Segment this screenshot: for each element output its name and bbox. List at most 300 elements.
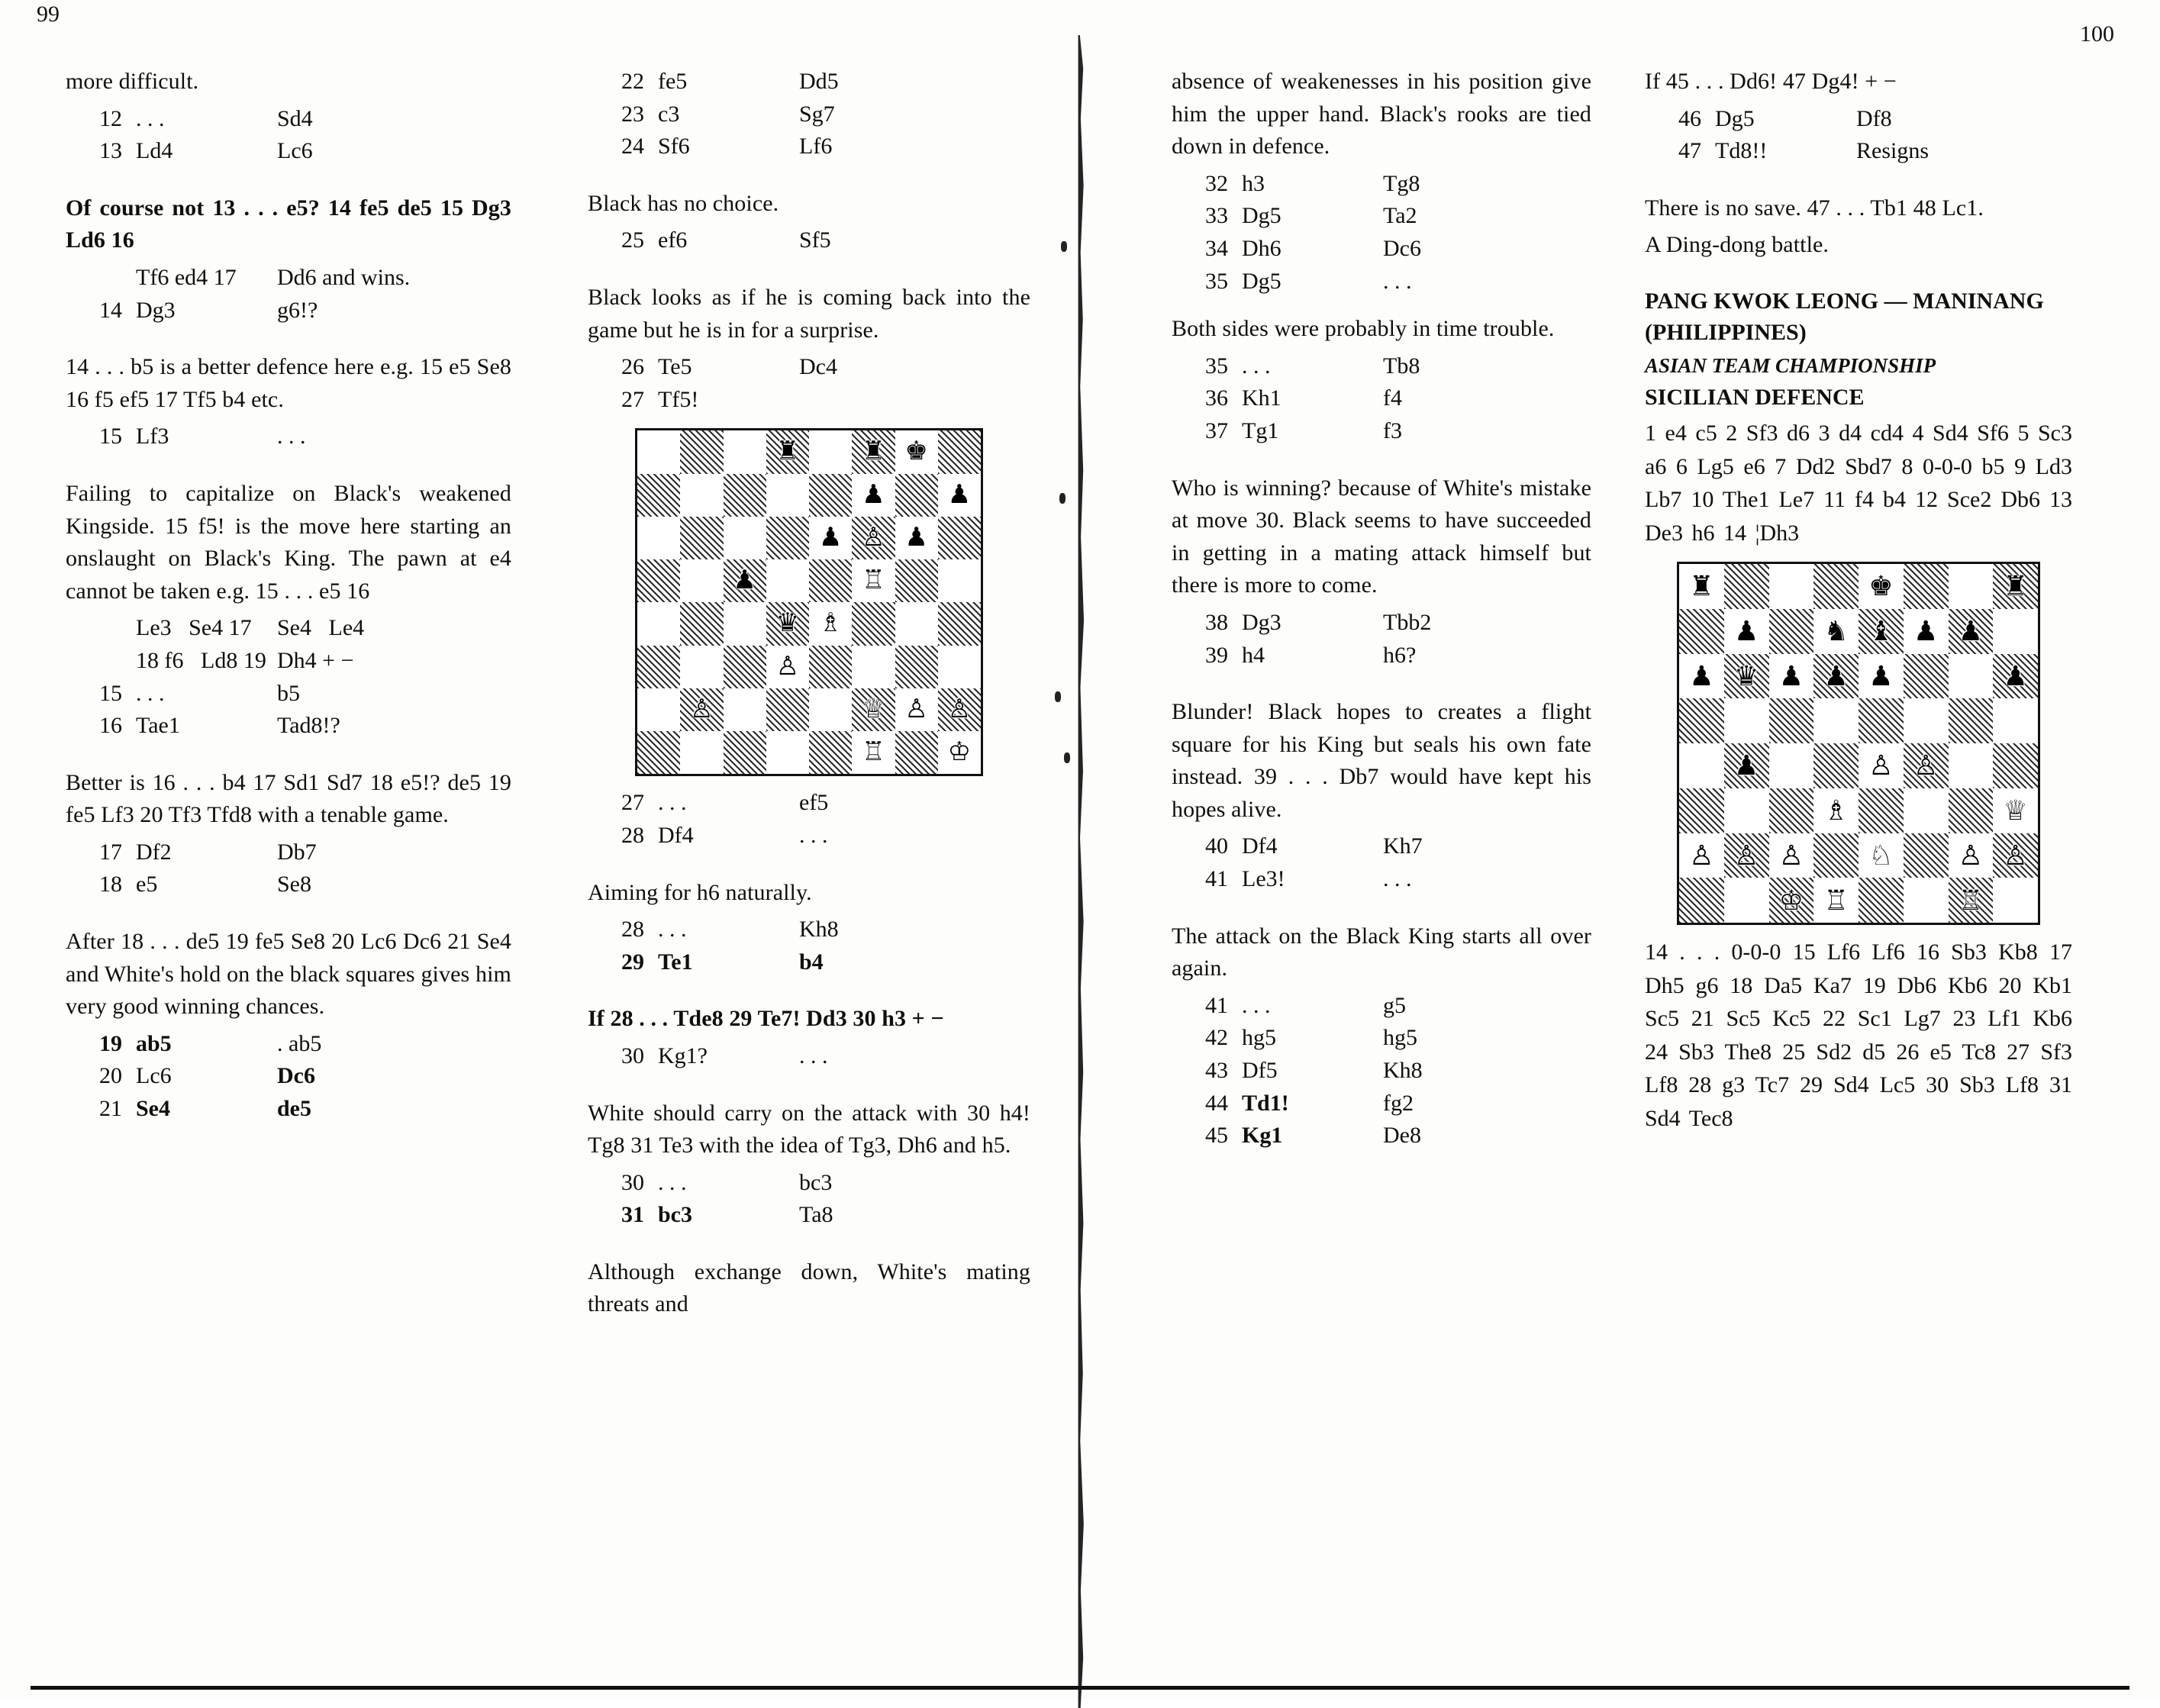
board-square xyxy=(1904,654,1949,699)
move-row xyxy=(588,384,1030,417)
board-square xyxy=(1813,654,1859,699)
move-row xyxy=(66,645,511,678)
move-number xyxy=(66,262,136,295)
white-move: Dg5 xyxy=(1715,105,1755,131)
board-square xyxy=(724,731,766,774)
chess-piece: ♖ xyxy=(862,566,885,595)
chess-piece: ♟ xyxy=(862,480,885,509)
move-number: 13 xyxy=(99,138,122,164)
board-square xyxy=(1769,654,1814,699)
board-square xyxy=(680,474,723,517)
white-move: Lf3 xyxy=(136,424,169,450)
board-square xyxy=(1859,609,1904,654)
white-move: hg5 xyxy=(1242,1025,1276,1051)
move-row xyxy=(1172,990,1591,1023)
ink-speck xyxy=(1064,752,1070,763)
black-move: Ta8 xyxy=(799,1202,833,1228)
column-2 xyxy=(534,66,1038,1677)
paragraph: Of course not 13 . . . e5? 14 fe5 de5 15 Dg3 Ld6 16 xyxy=(66,195,511,253)
move-row xyxy=(588,131,1030,163)
board-square xyxy=(1679,609,1724,654)
white-move: e5 xyxy=(136,872,158,898)
black-move: ef5 xyxy=(799,790,829,816)
board-square xyxy=(680,517,723,559)
move-row xyxy=(1645,135,2072,168)
board-square xyxy=(637,430,680,473)
chess-piece: ♗ xyxy=(818,609,843,638)
board-square xyxy=(766,646,809,688)
move-list xyxy=(1172,168,1591,298)
black-move: Sd4 xyxy=(277,105,313,131)
page-number-left: 99 xyxy=(37,2,60,27)
move-row xyxy=(1645,103,2072,136)
board-square xyxy=(1993,609,2038,654)
move-row xyxy=(66,295,511,327)
chess-piece: ♔ xyxy=(1778,885,1804,916)
move-row xyxy=(66,135,511,168)
move-number: 40 xyxy=(1205,833,1228,859)
page-number-right: 100 xyxy=(2080,21,2114,47)
board-square xyxy=(809,430,852,473)
game-header-players: PANG KWOK LEONG — MANINANG (PHILIPPINES) xyxy=(1645,288,2044,345)
game-header-event: ASIAN TEAM CHAMPIONSHIP xyxy=(1645,353,1936,377)
white-move: Tf6 ed4 17 xyxy=(136,264,237,290)
move-list xyxy=(66,1028,511,1126)
black-move: . . . xyxy=(1383,268,1412,294)
board-square xyxy=(637,646,680,688)
move-number: 47 xyxy=(1678,138,1701,164)
chess-piece: ♙ xyxy=(1733,839,1759,871)
chess-piece: ♚ xyxy=(1868,571,1894,602)
move-list xyxy=(1172,350,1591,448)
black-move: . . . xyxy=(799,822,828,848)
chess-piece: ♞ xyxy=(1823,616,1849,647)
board-square xyxy=(1949,564,1994,609)
board-square xyxy=(724,430,766,473)
move-number: 24 xyxy=(621,134,644,160)
game-header-opening: SICILIAN DEFENCE xyxy=(1645,385,1865,411)
white-move: Tae1 xyxy=(136,713,180,739)
board-square xyxy=(1813,609,1859,654)
board-square xyxy=(938,646,981,688)
board-square xyxy=(1904,564,1949,609)
move-number: 38 xyxy=(1205,609,1228,635)
board-square xyxy=(766,517,809,559)
board-square xyxy=(637,688,680,731)
paragraph: If 28 . . . Tde8 29 Te7! Dd3 30 h3 + − xyxy=(588,1006,944,1032)
board-square xyxy=(1724,788,1769,833)
move-list xyxy=(1172,607,1591,672)
white-move: Dg5 xyxy=(1242,268,1281,294)
white-move: ef6 xyxy=(658,227,688,253)
board-square xyxy=(1769,833,1814,878)
board-square xyxy=(895,517,938,559)
board-square xyxy=(1949,743,1994,788)
move-number: 17 xyxy=(99,839,122,865)
black-move: b4 xyxy=(799,949,824,975)
board-square xyxy=(1724,564,1769,609)
move-number: 28 xyxy=(621,822,644,848)
board-square xyxy=(1769,743,1814,788)
black-move: Lf6 xyxy=(799,134,833,160)
move-row xyxy=(66,262,511,295)
board-square xyxy=(895,731,938,774)
chess-piece: ♟ xyxy=(1823,660,1849,691)
column-1 xyxy=(0,66,534,1677)
board-square xyxy=(766,731,809,774)
chess-piece: ♜ xyxy=(862,437,885,466)
board-square xyxy=(1724,833,1769,878)
move-list xyxy=(1172,830,1591,895)
move-list xyxy=(66,836,511,901)
board-square xyxy=(1859,698,1904,743)
chess-piece: ♖ xyxy=(1823,885,1849,916)
black-move: de5 xyxy=(277,1096,311,1122)
move-number: 35 xyxy=(1205,268,1228,294)
board-square xyxy=(724,646,766,688)
white-move: Td8!! xyxy=(1715,138,1768,164)
board-square xyxy=(895,646,938,688)
black-move: Dh4 + − xyxy=(277,647,354,673)
board-square xyxy=(852,474,895,517)
move-number: 33 xyxy=(1205,203,1228,229)
chess-piece: ♛ xyxy=(775,609,800,638)
chess-piece: ♟ xyxy=(733,566,756,595)
white-move: Df2 xyxy=(136,839,172,865)
board-square xyxy=(1813,698,1859,743)
move-row xyxy=(66,612,511,645)
board-square xyxy=(895,474,938,517)
black-move: Resigns xyxy=(1856,138,1929,164)
move-row xyxy=(588,787,1030,820)
board-square xyxy=(1993,833,2038,878)
chess-piece: ♙ xyxy=(690,694,714,723)
white-move: Te5 xyxy=(658,354,692,380)
move-row xyxy=(66,869,511,901)
move-number: 39 xyxy=(1205,642,1228,668)
move-row xyxy=(66,421,511,453)
board-square xyxy=(1724,743,1769,788)
move-number: 35 xyxy=(1205,353,1228,379)
board-square xyxy=(1679,564,1724,609)
black-move: b5 xyxy=(277,680,300,706)
chess-diagram-2 xyxy=(1645,562,2072,925)
move-row xyxy=(1172,266,1591,298)
board-square xyxy=(1993,788,2038,833)
move-row xyxy=(1172,200,1591,233)
white-move: . . . xyxy=(658,1169,687,1195)
board-square xyxy=(680,688,723,731)
black-move: fg2 xyxy=(1383,1090,1414,1116)
white-move: . . . xyxy=(1242,992,1271,1018)
chess-piece: ♗ xyxy=(1823,795,1849,827)
move-list xyxy=(588,66,1030,163)
black-move: Sg7 xyxy=(799,101,835,127)
board-square xyxy=(766,430,809,473)
white-move: Df5 xyxy=(1242,1058,1278,1084)
black-move: Dc6 xyxy=(277,1063,315,1089)
board-square xyxy=(1679,788,1724,833)
board-square xyxy=(1813,788,1859,833)
white-move: Le3! xyxy=(1242,866,1285,892)
black-move: Dd5 xyxy=(799,69,839,94)
black-move: . . . xyxy=(799,1043,828,1068)
board-square xyxy=(766,474,809,517)
move-row xyxy=(588,351,1030,384)
chess-piece: ♙ xyxy=(775,652,800,681)
board-square xyxy=(895,559,938,602)
black-move: Kh8 xyxy=(799,917,839,943)
board-square xyxy=(938,731,981,774)
white-move: Dg3 xyxy=(136,297,176,323)
text-columns xyxy=(0,66,2160,1677)
move-list xyxy=(66,103,511,168)
move-number: 28 xyxy=(621,917,644,943)
paragraph: Better is 16 . . . b4 17 Sd1 Sd7 18 e5!? de5 19 fe5 Lf3 20 Tf3 Tfd8 with a tenable game. xyxy=(66,769,511,828)
board-square xyxy=(809,646,852,688)
white-move: Le3 Se4 17 xyxy=(136,615,252,641)
chess-piece: ♟ xyxy=(1733,750,1759,781)
board-square xyxy=(1904,698,1949,743)
black-move: Tad8!? xyxy=(277,713,340,739)
white-move: Lc6 xyxy=(136,1063,172,1089)
move-row xyxy=(588,66,1030,98)
move-list xyxy=(588,351,1030,416)
move-number: 31 xyxy=(621,1202,644,1228)
paragraph: Black looks as if he is coming back into the game but he is in for a surprise. xyxy=(588,284,1030,343)
board-square xyxy=(724,517,766,559)
move-number: 15 xyxy=(99,680,122,706)
black-move: De8 xyxy=(1383,1123,1421,1149)
page-gutter xyxy=(1038,66,1126,1677)
chess-piece: ♕ xyxy=(2003,795,2028,827)
move-list xyxy=(1645,103,2072,168)
board-square xyxy=(1769,609,1814,654)
board-square xyxy=(1724,698,1769,743)
black-move: . . . xyxy=(277,424,306,450)
board-square xyxy=(637,517,680,559)
board-square xyxy=(938,602,981,645)
chess-piece: ♖ xyxy=(1958,885,1984,916)
chess-piece: ♔ xyxy=(947,738,972,767)
board-square xyxy=(1813,564,1859,609)
black-move: g6!? xyxy=(277,297,318,323)
move-row xyxy=(66,678,511,711)
board-square xyxy=(809,517,852,559)
black-move: Dc4 xyxy=(799,354,837,380)
white-move: Kg1 xyxy=(1242,1123,1283,1149)
chess-piece: ♟ xyxy=(1958,616,1984,647)
paragraph: The attack on the Black King starts all over again. xyxy=(1172,923,1591,981)
board-square xyxy=(852,688,895,731)
move-number: 42 xyxy=(1205,1025,1228,1051)
board-square xyxy=(1949,609,1994,654)
move-number: 23 xyxy=(621,101,644,127)
move-row xyxy=(66,710,511,743)
move-row xyxy=(588,914,1030,946)
chess-piece: ♟ xyxy=(2003,660,2028,691)
board-square xyxy=(809,602,852,645)
white-move: Df4 xyxy=(1242,833,1278,859)
move-row xyxy=(1172,168,1591,201)
move-number: 14 xyxy=(99,297,122,323)
black-move: Db7 xyxy=(277,839,317,865)
move-row xyxy=(66,103,511,136)
board-square xyxy=(724,474,766,517)
black-move: Se4 Le4 xyxy=(277,615,365,641)
chess-piece: ♝ xyxy=(1868,616,1894,647)
board-square xyxy=(938,559,981,602)
board-square xyxy=(1724,654,1769,699)
move-number: 46 xyxy=(1678,105,1701,131)
board-square xyxy=(1679,878,1724,923)
chess-piece: ♟ xyxy=(1913,616,1939,647)
board-square xyxy=(809,688,852,731)
board-square xyxy=(809,559,852,602)
move-row xyxy=(1172,863,1591,896)
paragraph: White should carry on the attack with 30 h4! Tg8 31 Te3 with the idea of Tg3, Dh6 and h5. xyxy=(588,1100,1030,1159)
move-list xyxy=(1172,990,1591,1152)
white-move: Dh6 xyxy=(1242,235,1281,261)
white-move: Dg5 xyxy=(1242,203,1281,229)
move-number: 30 xyxy=(621,1043,644,1068)
board-square xyxy=(637,602,680,645)
chess-diagram-1 xyxy=(588,428,1030,776)
black-move: Kh8 xyxy=(1383,1058,1423,1084)
move-row xyxy=(66,1093,511,1126)
board-square xyxy=(1859,654,1904,699)
white-move: h3 xyxy=(1242,170,1265,196)
black-move: Tg8 xyxy=(1383,170,1420,196)
chess-piece: ♟ xyxy=(818,523,843,552)
move-number: 32 xyxy=(1205,170,1228,196)
board-square xyxy=(1949,878,1994,923)
chess-piece: ♖ xyxy=(862,738,885,767)
black-move: Sf5 xyxy=(799,227,831,253)
move-number: 41 xyxy=(1205,866,1228,892)
chess-piece: ♙ xyxy=(2003,839,2028,871)
chess-piece: ♟ xyxy=(947,480,972,509)
move-number: 37 xyxy=(1205,417,1228,443)
black-move: Se8 xyxy=(277,872,311,898)
paragraph: Although exchange down, White's mating threats and xyxy=(588,1258,1030,1317)
paragraph: Blunder! Black hopes to creates a flight square for his King but seals his own fate instead. 39 . . . Db7 would have kept his hopes alive. xyxy=(1172,699,1591,822)
move-list xyxy=(66,421,511,453)
board-square xyxy=(1993,654,2038,699)
chess-piece: ♟ xyxy=(1733,616,1759,647)
board-square xyxy=(1679,698,1724,743)
move-row xyxy=(1172,830,1591,863)
move-row xyxy=(1172,607,1591,640)
move-row xyxy=(588,224,1030,257)
move-row xyxy=(588,98,1030,131)
chess-board xyxy=(635,428,983,776)
column-4 xyxy=(1599,66,2087,1677)
move-number: 41 xyxy=(1205,992,1228,1018)
board-square xyxy=(1769,698,1814,743)
board-square xyxy=(637,559,680,602)
chess-piece: ♙ xyxy=(904,694,928,723)
board-square xyxy=(852,602,895,645)
white-move: Kh1 xyxy=(1242,385,1281,411)
board-square xyxy=(852,646,895,688)
move-number xyxy=(66,612,136,645)
game-moves-after-diagram: 14 . . . 0-0-0 15 Lf6 Lf6 16 Sb3 Kb8 17 Dh5 g6 18 Da5 Ka7 19 Db6 Kb6 20 Kb1 Sc5 21 Sc5 Kc5 22 Sc1 Lg7 23 Lf1 Kb6 24 Sb3 The8 25 Sd2 d5 26 e5 Tc8 27 Sf3 Lf8 28 g3 Tc7 29 Sd4 Lc5 30 Sb3 Lf8 31 Sd4 Tec8 xyxy=(1645,939,2072,1131)
black-move: Tbb2 xyxy=(1383,609,1432,635)
game-moves-before-diagram: 1 e4 c5 2 Sf3 d6 3 d4 cd4 4 Sd4 Sf6 5 Sc3 a6 6 Lg5 e6 7 Dd2 Sbd7 8 0-0-0 b5 9 Ld3 Lb7 10 The1 Le7 11 f4 b4 12 Sce2 Db6 13 De3 h6 14 ¦Dh3 xyxy=(1645,421,2072,546)
move-row xyxy=(1172,233,1591,266)
page-bottom-rule xyxy=(31,1686,2129,1690)
move-row xyxy=(1172,1120,1591,1152)
move-number: 27 xyxy=(621,790,644,816)
chess-piece: ♟ xyxy=(1868,660,1894,691)
paragraph: Who is winning? because of White's mistake at move 30. Black seems to have succeeded in getting in a mating attack himself but there is more to come. xyxy=(1172,475,1591,598)
chess-piece: ♟ xyxy=(904,523,928,552)
chess-piece: ♚ xyxy=(904,437,928,466)
black-move: Lc6 xyxy=(277,138,313,164)
board-square xyxy=(809,731,852,774)
move-number: 21 xyxy=(99,1096,122,1122)
board-square xyxy=(1679,654,1724,699)
black-move: h6? xyxy=(1383,642,1417,668)
white-move: bc3 xyxy=(658,1202,692,1228)
chess-piece: ♕ xyxy=(862,694,885,723)
move-row xyxy=(1172,350,1591,383)
board-square xyxy=(766,688,809,731)
board-square xyxy=(938,517,981,559)
white-move: Ld4 xyxy=(136,138,173,164)
board-square xyxy=(1859,833,1904,878)
black-move: f4 xyxy=(1383,385,1402,411)
black-move: Df8 xyxy=(1856,105,1892,131)
chess-piece: ♙ xyxy=(947,694,972,723)
paragraph: 14 . . . b5 is a better defence here e.g. 15 e5 Se8 16 f5 ef5 17 Tf5 b4 etc. xyxy=(66,354,511,412)
board-square xyxy=(680,559,723,602)
board-square xyxy=(852,559,895,602)
move-number: 25 xyxy=(621,227,644,253)
board-square xyxy=(766,602,809,645)
board-square xyxy=(1993,743,2038,788)
move-list xyxy=(588,914,1030,978)
board-square xyxy=(938,430,981,473)
black-move: Ta2 xyxy=(1383,203,1417,229)
board-square xyxy=(1724,609,1769,654)
move-row xyxy=(1172,1022,1591,1055)
board-square xyxy=(1904,833,1949,878)
board-square xyxy=(1949,833,1994,878)
black-move: f3 xyxy=(1383,417,1402,443)
chess-piece: ♟ xyxy=(1778,660,1804,691)
move-number: 18 xyxy=(99,872,122,898)
move-number: 16 xyxy=(99,713,122,739)
board-square xyxy=(1813,833,1859,878)
board-square xyxy=(724,688,766,731)
chess-piece: ♜ xyxy=(1689,571,1714,602)
black-move: . ab5 xyxy=(277,1030,322,1056)
board-square xyxy=(1993,564,2038,609)
move-number: 29 xyxy=(621,949,644,975)
board-square xyxy=(938,474,981,517)
white-move: Sf6 xyxy=(658,134,690,160)
move-row xyxy=(1172,415,1591,448)
board-square xyxy=(852,731,895,774)
board-square xyxy=(680,646,723,688)
move-row xyxy=(588,946,1030,979)
paragraph: There is no save. 47 . . . Tb1 48 Lc1. xyxy=(1645,195,1984,221)
board-square xyxy=(680,602,723,645)
board-square xyxy=(1859,878,1904,923)
column-3 xyxy=(1126,66,1599,1677)
